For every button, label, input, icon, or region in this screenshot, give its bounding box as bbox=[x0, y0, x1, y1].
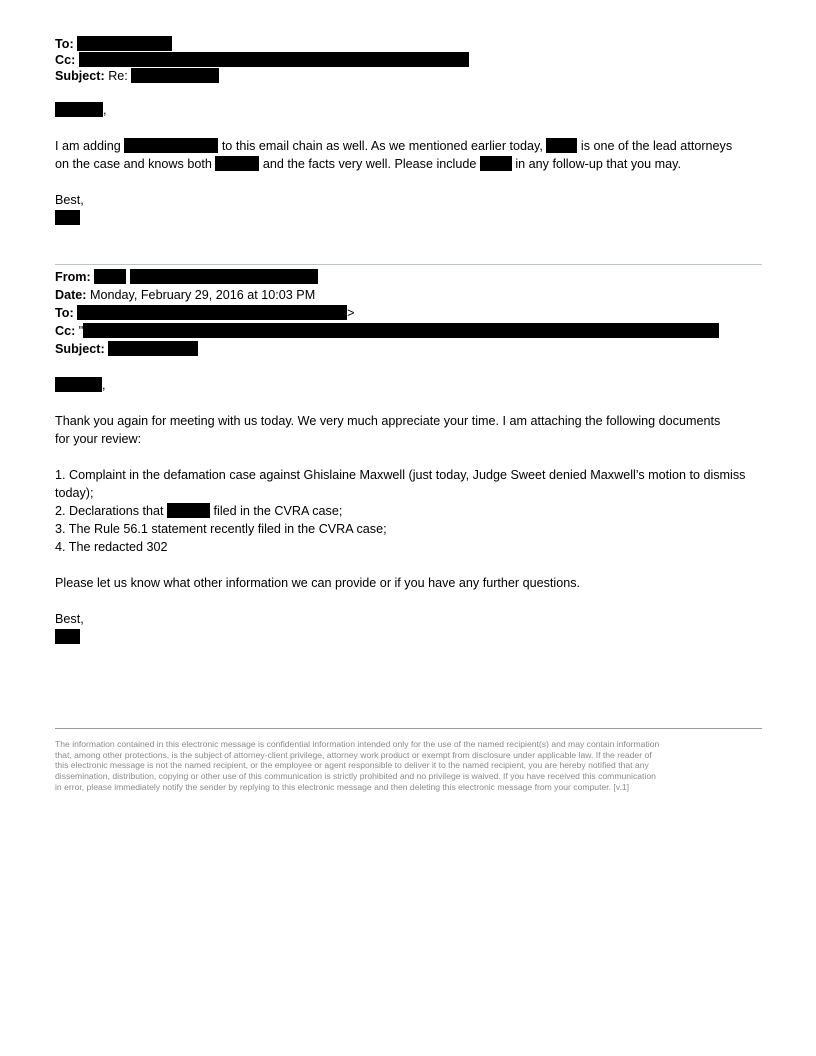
date-value: Monday, February 29, 2016 at 10:03 PM bbox=[90, 288, 316, 302]
redaction bbox=[77, 36, 172, 51]
greeting-comma: , bbox=[102, 378, 106, 392]
redaction bbox=[55, 210, 80, 225]
redaction bbox=[55, 629, 80, 644]
body-text: to this email chain as well. As we mentioned earlier today, bbox=[221, 139, 543, 153]
body-line: Thank you again for meeting with us today. We very much appreciate your time. I am attaching the following documents bbox=[55, 414, 721, 428]
list-item-1: 1. Complaint in the defamation case against Ghislaine Maxwell (just today, Judge Sweet denied Maxwell’s motion to dismiss bbox=[55, 468, 746, 482]
redaction bbox=[94, 269, 126, 284]
subject-prefix: Re: bbox=[108, 69, 128, 83]
redaction bbox=[77, 305, 347, 320]
subject-line bbox=[55, 341, 198, 358]
from-line bbox=[55, 269, 318, 286]
signoff: Best, bbox=[55, 193, 84, 207]
redaction bbox=[108, 341, 198, 356]
signature bbox=[55, 629, 80, 646]
to-suffix: > bbox=[347, 306, 355, 320]
redaction bbox=[480, 156, 512, 171]
body-text: I am adding bbox=[55, 139, 121, 153]
divider bbox=[55, 264, 762, 265]
list-item-2 bbox=[55, 503, 342, 520]
signoff: Best, bbox=[55, 612, 84, 626]
greeting bbox=[55, 377, 106, 394]
to-line bbox=[55, 36, 172, 53]
body-line-1 bbox=[55, 138, 732, 155]
redaction bbox=[55, 377, 102, 392]
list-item-4: 4. The redacted 302 bbox=[55, 540, 168, 554]
list-text: filed in the CVRA case; bbox=[213, 504, 343, 518]
list-item-1-continued: today); bbox=[55, 486, 94, 500]
cc-label: Cc: bbox=[55, 53, 76, 67]
greeting bbox=[55, 102, 107, 119]
redaction bbox=[215, 156, 259, 171]
cc-label: Cc: bbox=[55, 324, 76, 338]
divider bbox=[55, 728, 762, 729]
date-label: Date: bbox=[55, 288, 87, 302]
body-text: is one of the lead attorneys bbox=[580, 139, 733, 153]
from-label: From: bbox=[55, 270, 91, 284]
to-line bbox=[55, 305, 355, 322]
to-label: To: bbox=[55, 306, 74, 320]
closing-line: Please let us know what other information we can provide or if you have any further questions. bbox=[55, 576, 581, 590]
confidentiality-disclaimer: The information contained in this electronic message is confidential information intended only for the use of the named recipient(s) and may contain information that, among other protections, is the subject of attorney-client privilege, attorney work product or exempt from disclosure under applicable law. If the reader of this electronic message is not the named recipient, or the employee or agent responsible to deliver it to the named recipient, you are hereby notified that any dissemination, distribution, copying or other use of this communication is strictly prohibited and no privilege is waived. If you have received this communication in error, please immediately notify the sender by replying to this electronic message and then deleting this electronic message from your computer. [v.1] bbox=[55, 739, 660, 792]
subject-label: Subject: bbox=[55, 342, 105, 356]
body-text: and the facts very well. Please include bbox=[262, 157, 477, 171]
redaction bbox=[131, 68, 219, 83]
list-item-3: 3. The Rule 56.1 statement recently filed in the CVRA case; bbox=[55, 522, 387, 536]
cc-line bbox=[55, 52, 469, 69]
redaction bbox=[83, 323, 719, 338]
redaction bbox=[124, 138, 218, 153]
redaction bbox=[546, 138, 577, 153]
redaction bbox=[167, 503, 210, 518]
cc-line bbox=[55, 323, 719, 340]
to-label: To: bbox=[55, 37, 74, 51]
body-text: on the case and knows both bbox=[55, 157, 212, 171]
body-line: for your review: bbox=[55, 432, 142, 446]
redaction bbox=[55, 102, 103, 117]
list-text: 2. Declarations that bbox=[55, 504, 164, 518]
subject-line bbox=[55, 68, 219, 85]
signature bbox=[55, 210, 80, 227]
body-line-2 bbox=[55, 156, 681, 173]
body-text: in any follow-up that you may. bbox=[515, 157, 682, 171]
redaction bbox=[79, 52, 469, 67]
subject-label: Subject: bbox=[55, 69, 105, 83]
date-line bbox=[55, 287, 315, 304]
greeting-comma: , bbox=[103, 103, 107, 117]
cc-quote: " bbox=[78, 324, 84, 338]
redaction bbox=[130, 269, 318, 284]
